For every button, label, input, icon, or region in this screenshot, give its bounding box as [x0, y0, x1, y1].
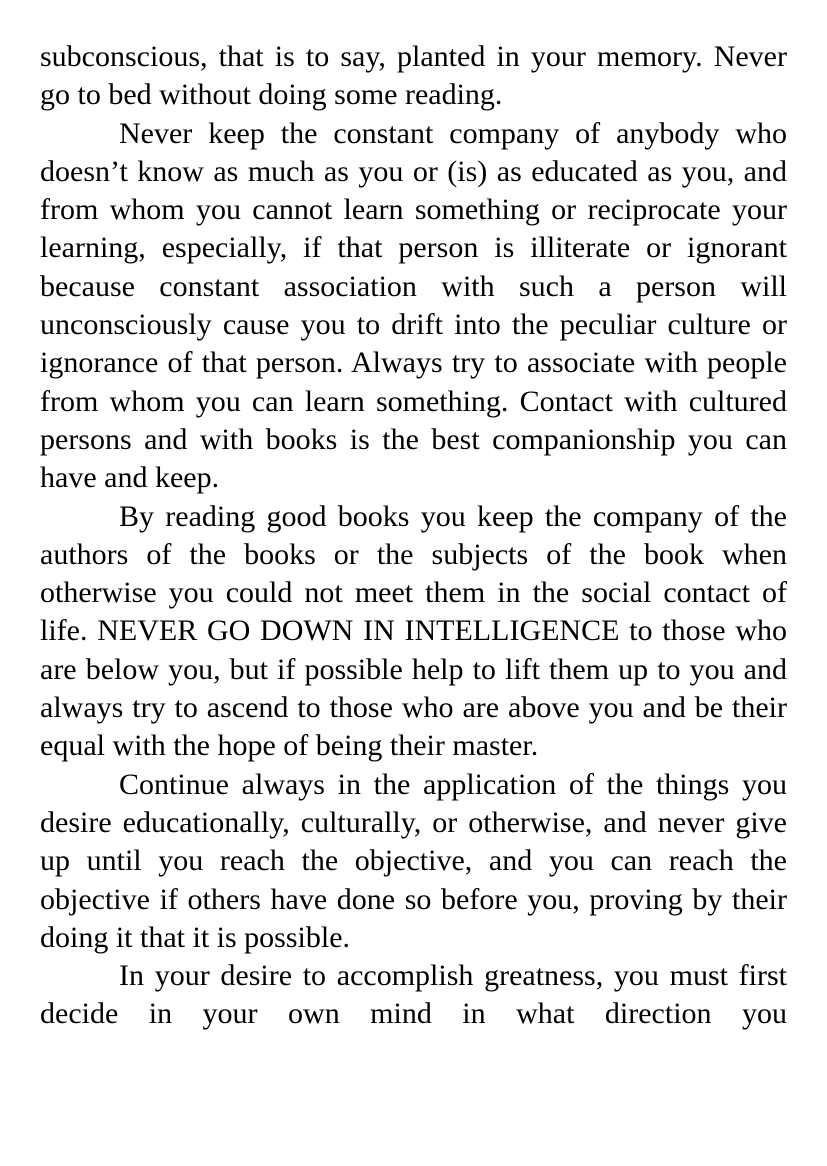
paragraph-greatness: In your desire to accomplish greatness, you must first decide in your own mind in what direction you [40, 959, 787, 1031]
paragraph-continue: Continue always in the application of the things you desire educationally, culturally, or otherwise, and never give up until you reach the objective, and you can reach the objective if others have done so before you, proving by their doing it that it is possible. [40, 767, 787, 954]
paragraph-company: Never keep the constant company of anybody who doesn’t know as much as you or (is) as educated as you, and from whom you cannot learn something or reciprocate your learning, especially, if that person is illiterate or ignorant because constant association with such a person will unconsciously cause you to drift into the peculiar culture or ignorance of that person. Always try to associate with people from whom you can learn something. Contact with cultured persons and with books is the best companionship you can have and keep. [40, 116, 787, 495]
paragraph-subconscious: subconscious, that is to say, planted in your memory. Never go to bed without doing some reading. [40, 40, 787, 112]
document-page [40, 38, 787, 1034]
paragraph-reading-books: By reading good books you keep the company of the authors of the books or the subjects of the book when otherwise you could not meet them in the social contact of life. NEVER GO DOWN IN INTELLIGENCE to those who are below you, but if possible help to lift them up to you and always try to ascend to those who are above you and be their equal with the hope of being their master. [40, 499, 787, 763]
